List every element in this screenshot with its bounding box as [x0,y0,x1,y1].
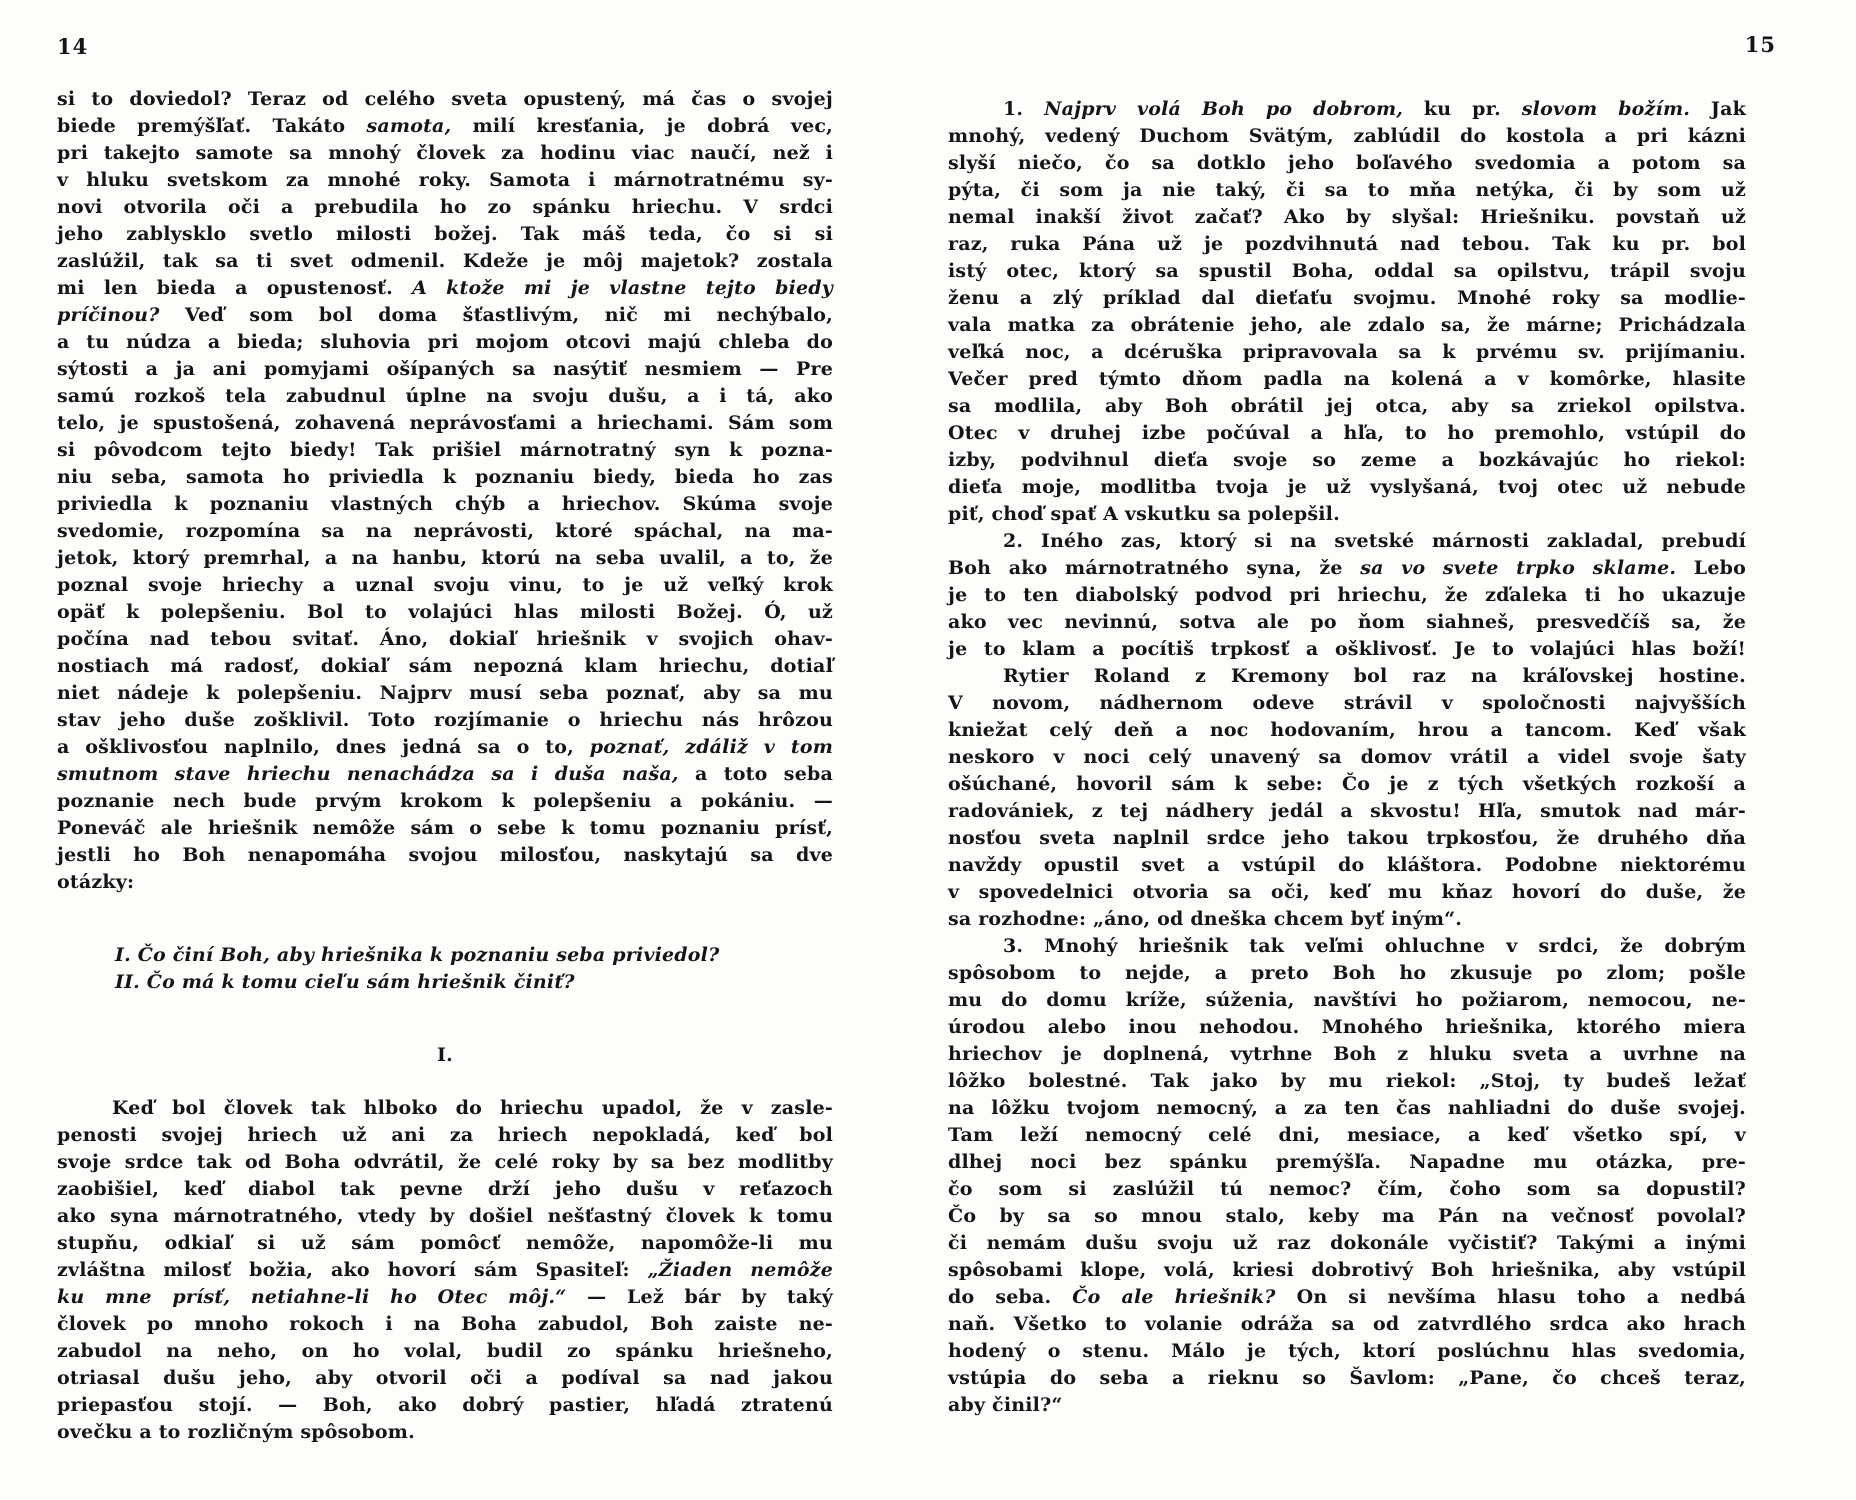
text-line [948,663,1746,690]
text-segment: Keď bol človek tak hlboko do hriechu upadol, že v zasle- [112,1097,833,1119]
text-segment: Boh ako márnotratného syna, že [948,557,1361,579]
text-line [948,906,1746,933]
text-line [948,1257,1746,1284]
text-segment: milí kresťania, je dobrá vec, [451,115,833,137]
text-segment: v spovedelnici otvoria sa oči, keď mu kňaz hovorí do duše, že [948,881,1746,903]
text-line [948,1122,1746,1149]
text-segment: Veď som bol doma šťastlivým, nič mi nechýbalo, [159,304,833,326]
text-segment: hriechov je doplnená, vytrhne Boh z hluku sveta a uvrhne na [948,1043,1746,1065]
text-segment: naň. Všetko to volanie odráža sa od zatvrdlého srdca ako hrach [948,1313,1746,1335]
text-segment: slyší niečo, čo sa dotklo jeho boľavého svedomia a potom sa [948,152,1746,174]
text-line [948,555,1746,582]
text-segment: ovečku a to rozličným spôsobom. [57,1421,415,1443]
text-segment: vstúpia do seba a rieknu so Šavlom: „Pane, čo chceš teraz, [948,1367,1746,1389]
text-segment: ako vec nevinnú, sotva ale po ňom siahneš, presvedčíš sa, že [948,611,1746,633]
italic-text-segment: poznať, zdáliž v tom [589,736,834,758]
text-segment: priviedla k poznaniu vlastných chýb a hriechov. Skúma svoje [57,493,833,515]
text-line [948,1041,1746,1068]
text-line [57,942,833,969]
italic-text-segment: II. Čo má k tomu cieľu sám hriešnik činiť? [115,971,575,993]
text-segment: nosťou sveta naplnil srdce jeho takou trpkosťou, že druhého dňa [948,827,1746,849]
text-line [57,815,833,842]
text-line [948,960,1746,987]
text-line [948,852,1746,879]
text-segment: zabudol na neho, on ho volal, budil zo spánku hriešneho, [57,1340,833,1362]
text-segment: hodený o stenu. Málo je tých, ktorí poslúchnu hlas svedomia, [948,1340,1746,1362]
text-segment: počína nad tebou svitať. Áno, dokiaľ hriešnik v svojich ohav- [57,628,833,650]
text-line [948,231,1746,258]
text-line [948,393,1746,420]
text-line [948,1176,1746,1203]
text-line [57,761,833,788]
text-line [57,329,833,356]
text-segment: Poneváč ale hriešnik nemôže sám o sebe k tomu poznaniu prísť, [57,817,833,839]
text-segment: si to doviedol? Teraz od celého sveta opustený, má čas o svojej [57,88,833,110]
text-segment: ku pr. [1403,98,1522,120]
text-line [57,194,833,221]
text-line [57,707,833,734]
text-segment: priepasťou stojí. — Boh, ako dobrý pastier, hľadá ztratenú [57,1394,833,1416]
text-segment: Otec v druhej izbe počúval a hľa, to ho premohlo, vstúpil do [948,422,1746,444]
text-line [948,501,1746,528]
text-line [57,1338,833,1365]
text-line [57,545,833,572]
text-segment: mu do domu kríže, súženia, navštívi ho požiarom, nemocou, ne- [948,989,1746,1011]
text-segment: 3. Mnohý hriešnik tak veľmi ohluchne v srdci, že dobrým [1003,935,1746,957]
text-segment: neskoro v noci celý unavený sa domov vrátil a videl svoje šaty [948,746,1746,768]
text-segment: stupňu, odkiaľ si už sám pomôcť nemôže, napomôže-li mu [57,1232,833,1254]
text-segment: ako syna márnotratného, vtedy by došiel nešťastný človek k tomu [57,1205,833,1227]
text-line [57,248,833,275]
text-line [57,1176,833,1203]
text-line [948,285,1746,312]
text-segment: zvláštna milosť božia, ako hovorí sám Spasiteľ: [57,1259,648,1281]
text-segment: jestli ho Boh nenapomáha svojou milosťou, naskytajú sa dve [57,844,833,866]
text-line [948,798,1746,825]
text-line [57,1392,833,1419]
text-line [948,1014,1746,1041]
text-line [57,1284,833,1311]
italic-text-segment: sa vo svete trpko sklame. [1360,557,1677,579]
text-segment: si pôvodcom tejto biedy! Tak prišiel márnotratný syn k pozna- [57,439,833,461]
text-segment: radovániek, z tej nádhery jedál a skvostu! Hľa, smutok nad már- [948,800,1746,822]
text-line [948,1338,1746,1365]
text-line [57,140,833,167]
text-segment: pýta, či som ja nie taký, či sa to mňa netýka, či by som už [948,179,1746,201]
text-segment: kniežat celý deň a noc hodovaním, hrou a tancom. Keď však [948,719,1746,741]
text-segment: otriasal dušu jeho, aby otvoril oči a podíval sa nad jakou [57,1367,833,1389]
text-segment: do seba. [948,1286,1073,1308]
text-line [57,1257,833,1284]
text-segment: Jak [1690,98,1746,120]
text-segment: samú rozkoš tela zabudnul úplne na svoju dušu, a i tá, ako [57,385,833,407]
text-line [57,626,833,653]
text-line [948,474,1746,501]
text-line [57,437,833,464]
text-line [57,464,833,491]
text-segment: I. [437,1044,453,1066]
text-segment: Tam leží nemocný celé dni, mesiace, a keď všetko spí, v [948,1124,1746,1146]
text-segment: a toto seba [678,763,833,785]
italic-text-segment: A ktože mi je vlastne tejto biedy [412,277,833,299]
text-line [57,842,833,869]
text-line [948,447,1746,474]
text-segment: je to klam a pocítiš trpkosť a ošklivosť. Je to volajúci hlas boží! [948,638,1746,660]
text-line [948,717,1746,744]
text-line [57,1095,833,1122]
text-line [948,312,1746,339]
text-segment: — Lež bár by taký [566,1286,833,1308]
text-line [57,356,833,383]
text-line [948,1392,1746,1419]
text-line [948,1230,1746,1257]
italic-text-segment: príčinou? [57,304,160,326]
text-segment: veľká noc, a dcéruška pripravovala sa k prvému sv. prijímaniu. [948,341,1746,363]
text-segment: je to ten diabolský podvod pri hriechu, že zďaleka ti ho ukazuje [948,584,1746,606]
italic-text-segment: samota, [366,115,452,137]
text-line [948,366,1746,393]
text-segment: aby činil?“ [948,1394,1063,1416]
text-segment: spôsobami klope, volá, kriesi dobrotivý Boh hriešnika, aby vstúpil [948,1259,1746,1281]
text-segment: mi len bieda a opustenosť. [57,277,413,299]
text-line [948,879,1746,906]
text-line [57,572,833,599]
text-segment: jetok, ktorý premrhal, a na hanbu, ktorú na seba uvalil, a to, že [57,547,833,569]
text-segment: svedomie, rozpomína sa na neprávosti, ktoré spáchal, na ma- [57,520,833,542]
text-segment: niu seba, samota ho priviedla k poznaniu biedy, bieda ho zas [57,466,833,488]
text-line [948,177,1746,204]
text-segment: Večer pred týmto dňom padla na kolená a v komôrke, hlasite [948,368,1746,390]
text-segment: otázky: [57,871,135,893]
text-segment: svoje srdce tak od Boha odvrátil, že celé roky by sa bez modlitby [57,1151,833,1173]
text-line [57,221,833,248]
text-segment: mnohý, vedený Duchom Svätým, zablúdil do kostola a pri kázni [948,125,1746,147]
text-line [57,1365,833,1392]
text-line [57,1149,833,1176]
text-segment: nemal inakší život začať? Ako by slyšal: Hriešniku. povstaň už [948,206,1746,228]
text-line [948,744,1746,771]
text-line [948,1149,1746,1176]
text-segment: poznanie nech bude prvým krokom k polepšeniu a pokániu. — [57,790,833,812]
text-segment: istý otec, ktorý sa spustil Boha, oddal sa opilstvu, trápil svoju [948,260,1746,282]
text-segment: sa modlila, aby Boh obrátil jej otca, aby sa zriekol opilstva. [948,395,1746,417]
text-line [57,869,833,896]
text-segment: či nemám dušu svoju už raz dokonále vyčistiť? Takými a inými [948,1232,1746,1254]
text-segment: nostiach má radosť, dokiaľ sám nepozná klam hriechu, dotiaľ [57,655,833,677]
text-line [948,528,1746,555]
text-line [57,734,833,761]
text-segment: 1. [1003,98,1045,120]
text-line [948,258,1746,285]
text-line [57,1122,833,1149]
italic-text-segment: „Žiaden nemôže [647,1259,833,1281]
text-segment: spôsobom to nejde, a preto Boh ho zkusuje po zlom; pošle [948,962,1746,984]
text-segment: navždy opustil svet a vstúpil do kláštora. Podobne niektorému [948,854,1746,876]
text-segment: lôžko bolestné. Tak jako by mu riekol: „Stoj, ty budeš ležať [948,1070,1746,1092]
text-segment: stav jeho duše zošklivil. Toto rozjímanie o hriechu nás hrôzou [57,709,833,731]
italic-text-segment: smutnom stave hriechu nenachádza sa i duša naša, [57,763,679,785]
text-segment: ošúchané, hovoril sám k sebe: Čo je z tých všetkých rozkoší a [948,773,1746,795]
text-segment: zaobišiel, keď diabol tak pevne drží jeho dušu v reťazoch [57,1178,833,1200]
text-segment: sa rozhodne: „áno, od dneška chcem byť iným“. [948,908,1463,930]
text-line [948,339,1746,366]
text-segment: On si nevšíma hlasu toho a nedbá [1275,1286,1747,1308]
text-segment: na lôžku tvojom nemocný, a za ten čas nahliadni do duše svojej. [948,1097,1746,1119]
text-segment: izby, podvihnul dieťa svoje so zeme a bozkávajúc ho riekol: [948,449,1746,471]
text-line [948,1203,1746,1230]
text-segment: novi otvorila oči a prebudila ho zo spánku hriechu. V srdci [57,196,833,218]
text-segment: Rytier Roland z Kremony bol raz na kráľovskej hostine. [1003,665,1746,687]
text-segment: ženu a zlý príklad dal dieťaťu svojmu. Mnohé roky sa modlie- [948,287,1746,309]
text-line [57,167,833,194]
text-line [57,1419,833,1446]
text-line [948,150,1746,177]
text-segment: zaslúžil, tak sa ti svet odmenil. Kdeže je môj majetok? zostala [57,250,833,272]
text-segment: V novom, nádhernom odeve strávil v spoločnosti najvyšších [948,692,1746,714]
text-segment: dieťa moje, modlitba tvoja je už vyslyšaná, tvoj otec už nebude [948,476,1746,498]
text-line [57,275,833,302]
text-segment: niet nádeje k polepšeniu. Najprv musí seba poznať, aby sa mu [57,682,833,704]
text-line [57,1203,833,1230]
text-line [948,1365,1746,1392]
text-line [948,1284,1746,1311]
text-segment: dlhej noci bez spánku premýšľa. Napadne mu otázka, pre- [948,1151,1746,1173]
text-segment: opäť k polepšeniu. Bol to volajúci hlas milosti Božej. Ó, už [57,601,833,623]
page-15 [928,0,1856,1500]
text-line [948,933,1746,960]
italic-text-segment: Čo ale hriešnik? [1072,1286,1276,1308]
text-line [948,1311,1746,1338]
text-line [57,113,833,140]
text-segment: Lebo [1676,557,1747,579]
text-line [948,609,1746,636]
text-line [57,969,833,996]
text-line [948,771,1746,798]
text-line [57,86,833,113]
text-segment: raz, ruka Pána už je pozdvihnutá nad tebou. Tak ku pr. bol [948,233,1746,255]
page-14-text-block [57,86,833,1446]
text-line [948,123,1746,150]
text-line [57,491,833,518]
text-segment: jeho zablysklo svetlo milosti božej. Tak máš teda, čo si si [57,223,833,245]
text-line [57,1311,833,1338]
text-line [57,680,833,707]
text-segment: v hluku svetskom za mnohé roky. Samota i márnotratnému sy- [57,169,833,191]
text-line [57,1230,833,1257]
page-number-left: 14 [57,34,89,59]
page-15-text-block [948,96,1746,1419]
text-line [57,302,833,329]
text-line [948,1095,1746,1122]
text-line [948,987,1746,1014]
italic-text-segment: Najprv volá Boh po dobrom, [1044,98,1404,120]
text-line [948,582,1746,609]
italic-text-segment: slovom božím. [1521,98,1691,120]
text-segment: telo, je spustošená, zohavená neprávosťami a hriechami. Sám som [57,412,833,434]
text-segment: vala matka za obrátenie jeho, ale zdalo sa, že márne; Prichádzala [948,314,1746,336]
page-number-right: 15 [1744,32,1776,57]
text-segment: biede premýšľať. Takáto [57,115,367,137]
text-line [948,690,1746,717]
text-segment: sýtosti a ja ani pomyjami ošípaných sa nasýtiť nesmiem — Pre [57,358,833,380]
text-line [948,420,1746,447]
text-segment: čo som si zaslúžil tú nemoc? čím, čoho som sa dopustil? [948,1178,1746,1200]
text-line [57,788,833,815]
text-segment: Čo by sa so mnou stalo, keby ma Pán na večnosť povolal? [948,1205,1746,1227]
text-line [948,96,1746,123]
text-line [948,1068,1746,1095]
text-line [57,653,833,680]
text-segment: piť, choď spať A vskutku sa polepšil. [948,503,1340,525]
text-segment: človek po mnoho rokoch i na Boha zabudol, Boh zaiste ne- [57,1313,833,1335]
text-segment: poznal svoje hriechy a uznal svoju vinu, to je už veľký krok [57,574,833,596]
text-line [57,410,833,437]
text-segment: a ošklivosťou naplnilo, dnes jedná sa o to, [57,736,590,758]
italic-text-segment: I. Čo činí Boh, aby hriešnika k poznaniu seba priviedol? [115,944,720,966]
text-line [57,518,833,545]
text-segment: pri takejto samote sa mnohý človek za hodinu viac naučí, než i [57,142,833,164]
text-segment: úrodou alebo inou nehodou. Mnohého hriešnika, ktorého miera [948,1016,1746,1038]
italic-text-segment: ku mne prísť, netiahne-li ho Otec môj.“ [57,1286,567,1308]
text-line [57,383,833,410]
text-line [948,636,1746,663]
text-line [57,1042,833,1069]
text-line [948,204,1746,231]
text-line [57,599,833,626]
text-segment: penosti svojej hriech už ani za hriech nepokladá, keď bol [57,1124,833,1146]
text-segment: a tu núdza a bieda; sluhovia pri mojom otcovi majú chleba do [57,331,833,353]
text-line [948,825,1746,852]
text-segment: 2. Iného zas, ktorý si na svetské márnosti zakladal, prebudí [1003,530,1746,552]
